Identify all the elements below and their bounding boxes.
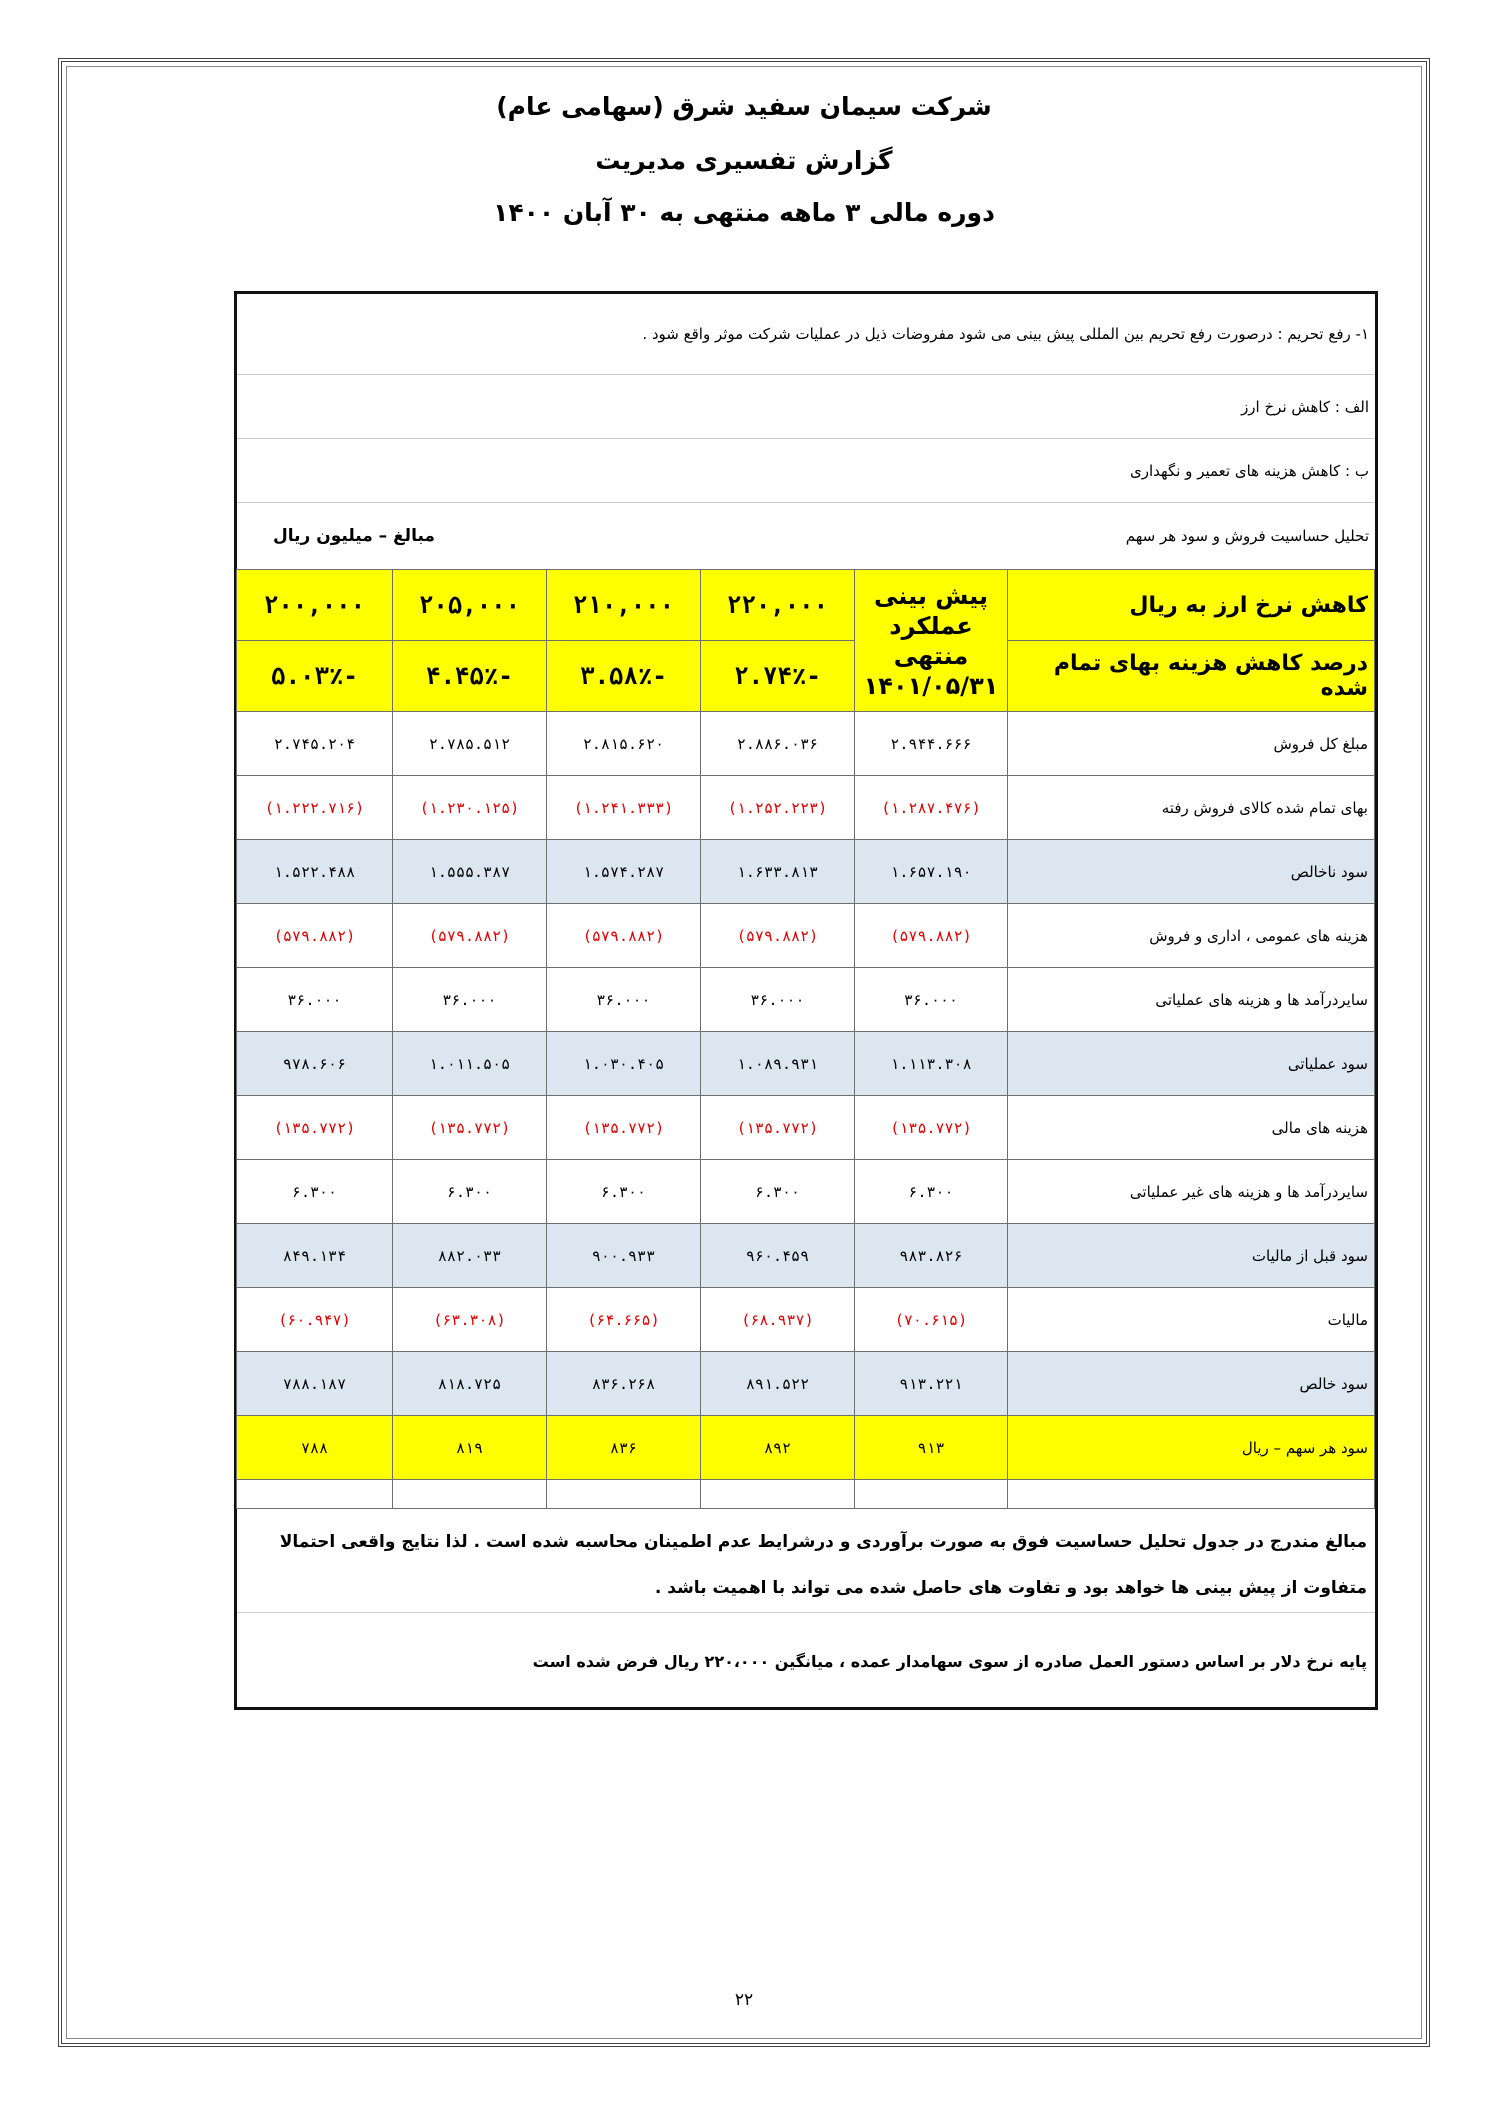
percent-cell: -۵.۰۳٪: [237, 641, 393, 712]
scenario-value-cell: ۲.۷۴۵.۲۰۴: [237, 712, 393, 776]
baseline-value-cell: ۹۱۳: [855, 1416, 1008, 1480]
scenario-value-cell: ۳۶.۰۰۰: [547, 968, 701, 1032]
scenario-value-cell: ۸۸۲.۰۳۳: [393, 1224, 547, 1288]
scenario-value-cell: ۱.۰۸۹.۹۳۱: [701, 1032, 855, 1096]
scenario-value-cell: (۱۳۵.۷۷۲): [393, 1096, 547, 1160]
scenario-value-cell: (۵۷۹.۸۸۲): [547, 904, 701, 968]
scenario-value-cell: (۱.۲۲۲.۷۱۶): [237, 776, 393, 840]
sanction-note: [237, 294, 1375, 375]
percent-cell: -۲.۷۴٪: [701, 641, 855, 712]
scenario-value-cell: ۲.۷۸۵.۵۱۲: [393, 712, 547, 776]
row-label: سود خالص: [1008, 1352, 1375, 1416]
page-number: ۲۲: [734, 1990, 754, 2010]
table-row: [237, 1032, 1375, 1096]
row-label: سود عملیاتی: [1008, 1032, 1375, 1096]
scenario-value-cell: ۸۹۲: [701, 1416, 855, 1480]
row-label: سایردرآمد ها و هزینه های غیر عملیاتی: [1008, 1160, 1375, 1224]
row-label: هزینه های مالی: [1008, 1096, 1375, 1160]
baseline-value-cell: ۱.۱۱۳.۳۰۸: [855, 1032, 1008, 1096]
row-label: سایردرآمد ها و هزینه های عملیاتی: [1008, 968, 1375, 1032]
scenario-value-cell: ۱.۵۷۴.۲۸۷: [547, 840, 701, 904]
sensitivity-box: [234, 291, 1378, 1710]
cost-header-label: درصد کاهش هزینه بهای تمام شده: [1008, 641, 1375, 712]
row-label: مالیات: [1008, 1288, 1375, 1352]
scenario-value-cell: ۱.۰۳۰.۴۰۵: [547, 1032, 701, 1096]
rate-cell: ۲۰۰,۰۰۰: [237, 570, 393, 641]
row-label: بهای تمام شده کالای فروش رفته: [1008, 776, 1375, 840]
scenario-value-cell: (۵۷۹.۸۸۲): [237, 904, 393, 968]
table-row: [237, 840, 1375, 904]
scenario-value-cell: ۶.۳۰۰: [701, 1160, 855, 1224]
scenario-value-cell: ۷۸۸: [237, 1416, 393, 1480]
table-row: [237, 1160, 1375, 1224]
dollar-base-note: [237, 1613, 1375, 1709]
scenario-value-cell: (۶۳.۳۰۸): [393, 1288, 547, 1352]
percent-cell: -۴.۴۵٪: [393, 641, 547, 712]
scenario-value-cell: (۵۷۹.۸۸۲): [393, 904, 547, 968]
scenario-value-cell: (۱۳۵.۷۷۲): [701, 1096, 855, 1160]
table-row: [237, 1224, 1375, 1288]
percent-cell: -۳.۵۸٪: [547, 641, 701, 712]
scenario-value-cell: (۱.۲۳۰.۱۲۵): [393, 776, 547, 840]
scenario-value-cell: ۶.۳۰۰: [237, 1160, 393, 1224]
row-label: سود قبل از مالیات: [1008, 1224, 1375, 1288]
baseline-value-cell: ۳۶.۰۰۰: [855, 968, 1008, 1032]
table-row: [237, 1288, 1375, 1352]
baseline-value-cell: (۱۳۵.۷۷۲): [855, 1096, 1008, 1160]
scenario-value-cell: ۱.۰۱۱.۵۰۵: [393, 1032, 547, 1096]
amount-unit: مبالغ – میلیون ریال: [273, 526, 435, 546]
scenario-value-cell: ۶.۳۰۰: [393, 1160, 547, 1224]
baseline-value-cell: (۱.۲۸۷.۴۷۶): [855, 776, 1008, 840]
analysis-row: [237, 503, 1375, 569]
scenario-value-cell: ۹۶۰.۴۵۹: [701, 1224, 855, 1288]
scenario-value-cell: ۸۴۹.۱۳۴: [237, 1224, 393, 1288]
row-label: سود ناخالص: [1008, 840, 1375, 904]
scenario-value-cell: ۸۳۶.۲۶۸: [547, 1352, 701, 1416]
scenario-value-cell: (۶۰.۹۴۷): [237, 1288, 393, 1352]
period-title: دوره مالی ۳ ماهه منتهی به ۳۰ آبان ۱۴۰۰: [493, 198, 995, 227]
report-title: گزارش تفسیری مدیریت: [595, 146, 893, 175]
disclaimer-note: [237, 1509, 1375, 1613]
scenario-value-cell: ۷۸۸.۱۸۷: [237, 1352, 393, 1416]
row-label: هزینه های عمومی ، اداری و فروش: [1008, 904, 1375, 968]
baseline-value-cell: ۹۸۳.۸۲۶: [855, 1224, 1008, 1288]
scenario-value-cell: (۱۳۵.۷۷۲): [237, 1096, 393, 1160]
scenario-value-cell: ۳۶.۰۰۰: [701, 968, 855, 1032]
scenario-value-cell: ۸۱۸.۷۲۵: [393, 1352, 547, 1416]
table-row: [237, 712, 1375, 776]
table-header-rates: [237, 570, 1375, 641]
table-row: [237, 1416, 1375, 1480]
scenario-value-cell: (۶۸.۹۳۷): [701, 1288, 855, 1352]
scenario-value-cell: ۸۳۶: [547, 1416, 701, 1480]
table-body: [237, 712, 1375, 1480]
sanction-note-text: ۱- رفع تحریم : درصورت رفع تحریم بین المللی پیش بینی می شود مفروضات ذیل در عملیات شرکت موثر واقع شود .: [642, 325, 1369, 343]
scenario-value-cell: (۱۳۵.۷۷۲): [547, 1096, 701, 1160]
row-label: سود هر سهم – ریال: [1008, 1416, 1375, 1480]
analysis-title: تحلیل حساسیت فروش و سود هر سهم: [1125, 527, 1369, 545]
table-header-percents: [237, 641, 1375, 712]
scenario-value-cell: ۳۶.۰۰۰: [237, 968, 393, 1032]
baseline-value-cell: ۲.۹۴۴.۶۶۶: [855, 712, 1008, 776]
disclaimer-text: مبالغ مندرج در جدول تحلیل حساسیت فوق به صورت برآوردی و درشرایط عدم اطمینان محاسبه شده است . لذا نتایج واقعی احتمالا متفاوت از پیش بینی ها خواهد بود و تفاوت های حاصل شده می تواند با اهمیت باشد .: [279, 1532, 1367, 1598]
rate-header-label: کاهش نرخ ارز به ریال: [1008, 570, 1375, 641]
table-row: [237, 1096, 1375, 1160]
table-row: [237, 904, 1375, 968]
rate-cell: ۲۱۰,۰۰۰: [547, 570, 701, 641]
baseline-value-cell: ۱.۶۵۷.۱۹۰: [855, 840, 1008, 904]
table-row: [237, 776, 1375, 840]
row-label: مبلغ کل فروش: [1008, 712, 1375, 776]
assumption-alef-text: الف : کاهش نرخ ارز: [1241, 397, 1369, 416]
scenario-value-cell: ۲.۸۱۵.۶۲۰: [547, 712, 701, 776]
baseline-value-cell: ۹۱۳.۲۲۱: [855, 1352, 1008, 1416]
sensitivity-table: [236, 569, 1375, 1509]
scenario-value-cell: ۲.۸۸۶.۰۳۶: [701, 712, 855, 776]
baseline-value-cell: (۷۰.۶۱۵): [855, 1288, 1008, 1352]
rate-cell: ۲۰۵,۰۰۰: [393, 570, 547, 641]
scenario-value-cell: ۸۱۹: [393, 1416, 547, 1480]
company-title: شرکت سیمان سفید شرق (سهامی عام): [496, 92, 992, 121]
scenario-value-cell: (۵۷۹.۸۸۲): [701, 904, 855, 968]
baseline-value-cell: ۶.۳۰۰: [855, 1160, 1008, 1224]
assumption-be-text: ب : کاهش هزینه های تعمیر و نگهداری: [1130, 461, 1369, 480]
blank-row: [237, 1480, 1375, 1509]
scenario-value-cell: ۹۷۸.۶۰۶: [237, 1032, 393, 1096]
assumption-alef: [237, 375, 1375, 439]
baseline-value-cell: (۵۷۹.۸۸۲): [855, 904, 1008, 968]
scenario-value-cell: ۱.۶۳۳.۸۱۳: [701, 840, 855, 904]
assumption-be: [237, 439, 1375, 503]
scenario-value-cell: (۶۴.۶۶۵): [547, 1288, 701, 1352]
rate-cell: ۲۲۰,۰۰۰: [701, 570, 855, 641]
baseline-header: پیش بینی عملکرد منتهی ۱۴۰۱/۰۵/۳۱: [855, 570, 1008, 712]
scenario-value-cell: ۱.۵۲۲.۴۸۸: [237, 840, 393, 904]
scenario-value-cell: (۱.۲۴۱.۳۳۳): [547, 776, 701, 840]
scenario-value-cell: ۶.۳۰۰: [547, 1160, 701, 1224]
scenario-value-cell: ۹۰۰.۹۳۳: [547, 1224, 701, 1288]
dollar-base-text: پایه نرخ دلار بر اساس دستور العمل صادره از سوی سهامدار عمده ، میانگین ۲۲۰،۰۰۰ ریال فرض شده است: [532, 1651, 1367, 1671]
table-row: [237, 968, 1375, 1032]
scenario-value-cell: ۳۶.۰۰۰: [393, 968, 547, 1032]
table-row: [237, 1352, 1375, 1416]
scenario-value-cell: (۱.۲۵۲.۲۲۳): [701, 776, 855, 840]
scenario-value-cell: ۸۹۱.۵۲۲: [701, 1352, 855, 1416]
scenario-value-cell: ۱.۵۵۵.۳۸۷: [393, 840, 547, 904]
